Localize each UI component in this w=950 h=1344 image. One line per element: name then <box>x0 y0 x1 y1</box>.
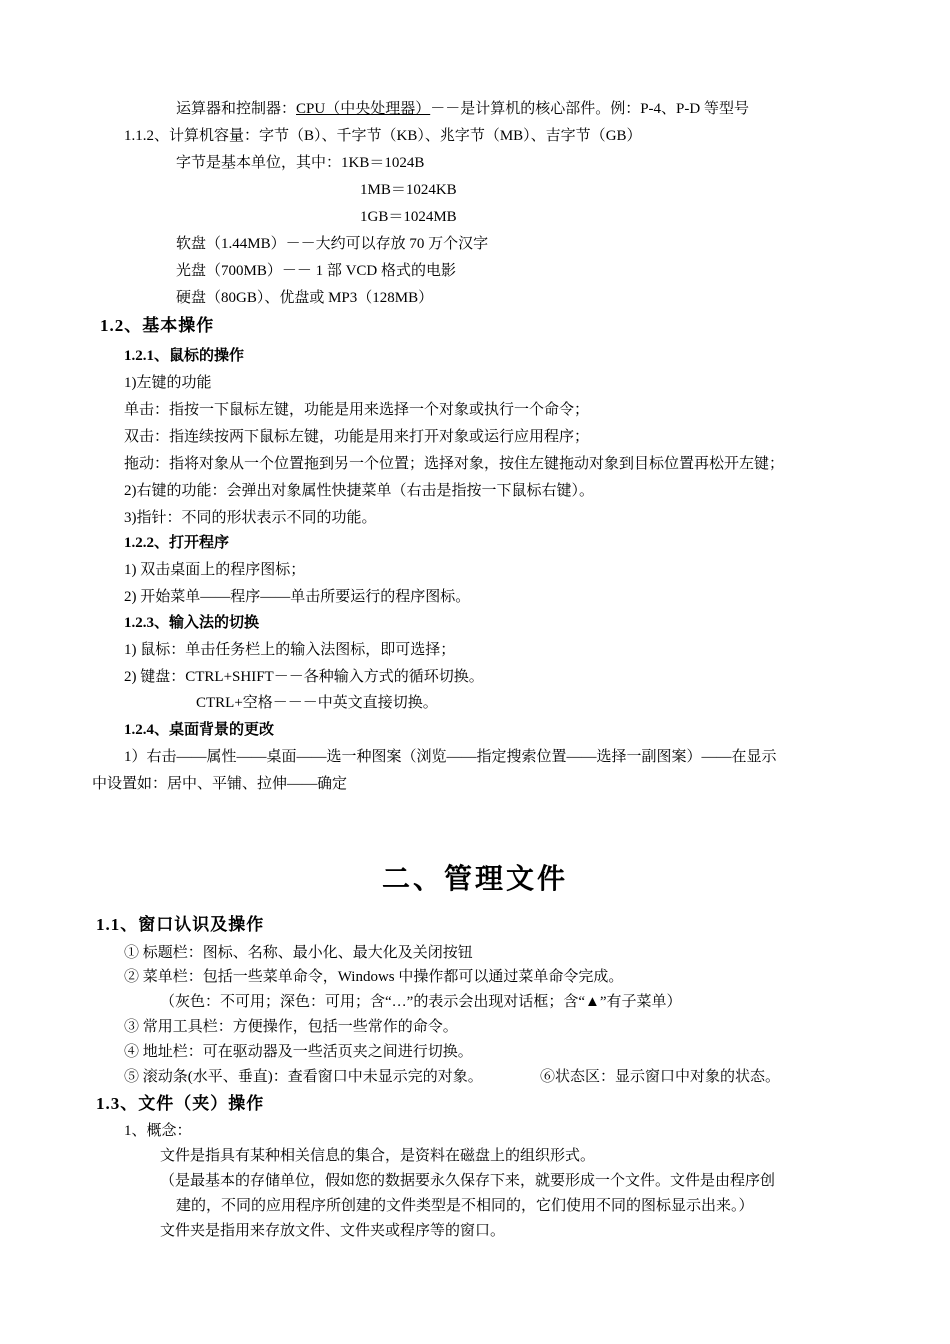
text-fragment: －－是计算机的核心部件。例：P-4、P-D 等型号 <box>430 101 749 117</box>
cpu-term: CPU（中央处理器） <box>296 101 431 117</box>
subsection-heading: 1.2.4、桌面背景的更改 <box>124 722 275 738</box>
text-line: 软盘（1.44MB）－－大约可以存放 70 万个汉字 <box>176 236 489 252</box>
text-fragment: 运算器和控制器： <box>176 101 297 117</box>
text-line: 拖动：指将对象从一个位置拖到另一个位置；选择对象，按住左键拖动对象到目标位置再松开左键； <box>124 456 785 472</box>
text-line: 2)右键的功能：会弹出对象属性快捷菜单（右击是指按一下鼠标右键）。 <box>124 483 594 499</box>
text-line: 1、概念： <box>124 1123 192 1139</box>
text-line: 中设置如：居中、平铺、拉伸——确定 <box>92 776 348 792</box>
text-line: 字节是基本单位，其中：1KB＝1024B <box>176 155 425 171</box>
text-fragment: ⑤ 滚动条(水平、垂直)：查看窗口中未显示完的对象。 <box>124 1069 483 1085</box>
text-line: 1) 鼠标：单击任务栏上的输入法图标，即可选择； <box>124 642 456 658</box>
text-line <box>176 99 749 119</box>
section-heading: 1.2、基本操作 <box>100 316 215 335</box>
subsection-heading: 1.2.1、鼠标的操作 <box>124 348 245 364</box>
text-line: ① 标题栏：图标、名称、最小化、最大化及关闭按钮 <box>124 945 473 961</box>
text-line: 1MB＝1024KB <box>360 182 457 198</box>
text-line: 双击：指连续按两下鼠标左键，功能是用来打开对象或运行应用程序； <box>124 429 590 445</box>
text-line: 2) 开始菜单——程序——单击所要运行的程序图标。 <box>124 589 471 605</box>
section-heading: 1.3、文件（夹）操作 <box>96 1094 265 1113</box>
subsection-heading: 1.2.3、输入法的切换 <box>124 615 260 631</box>
text-line <box>124 1067 781 1087</box>
chapter-title: 二、管理文件 <box>381 864 568 895</box>
text-line: ③ 常用工具栏：方便操作，包括一些常作的命令。 <box>124 1019 458 1035</box>
text-line: 文件夹是指用来存放文件、文件夹或程序等的窗口。 <box>160 1223 506 1239</box>
text-line: 1.1.2、计算机容量：字节（B）、千字节（KB）、兆字节（MB）、吉字节（GB） <box>124 128 642 144</box>
text-line: 1) 双击桌面上的程序图标； <box>124 562 306 578</box>
text-line: ④ 地址栏：可在驱动器及一些活页夹之间进行切换。 <box>124 1044 473 1060</box>
text-line: 文件是指具有某种相关信息的集合，是资料在磁盘上的组织形式。 <box>160 1148 596 1164</box>
text-line: 3)指针：不同的形状表示不同的功能。 <box>124 510 377 526</box>
text-line: 硬盘（80GB）、优盘或 MP3（128MB） <box>176 290 434 306</box>
text-line: 光盘（700MB）－－ 1 部 VCD 格式的电影 <box>176 263 457 279</box>
text-line: 单击：指按一下鼠标左键，功能是用来选择一个对象或执行一个命令； <box>124 402 590 418</box>
text-line: 建的，不同的应用程序所创建的文件类型是不相同的，它们使用不同的图标显示出来。） <box>176 1198 754 1214</box>
text-line: ② 菜单栏：包括一些菜单命令，Windows 中操作都可以通过菜单命令完成。 <box>124 969 624 985</box>
text-line: 2) 键盘：CTRL+SHIFT－－各种输入方式的循环切换。 <box>124 669 484 685</box>
text-line: 1）右击——属性——桌面——选一种图案（浏览——指定搜索位置——选择一副图案）——在显示 <box>124 749 777 765</box>
text-fragment: ⑥状态区：显示窗口中对象的状态。 <box>540 1069 781 1085</box>
text-line: （灰色：不可用；深色：可用；含“…”的表示会出现对话框；含“▲”有子菜单） <box>160 994 682 1010</box>
subsection-heading: 1.2.2、打开程序 <box>124 535 230 551</box>
text-line: CTRL+空格－－－中英文直接切换。 <box>196 695 438 711</box>
text-line: 1)左键的功能 <box>124 375 212 391</box>
text-line: （是最基本的存储单位，假如您的数据要永久保存下来，就要形成一个文件。文件是由程序创 <box>160 1173 776 1189</box>
text-line: 1GB＝1024MB <box>360 209 457 225</box>
section-heading: 1.1、窗口认识及操作 <box>96 915 265 934</box>
